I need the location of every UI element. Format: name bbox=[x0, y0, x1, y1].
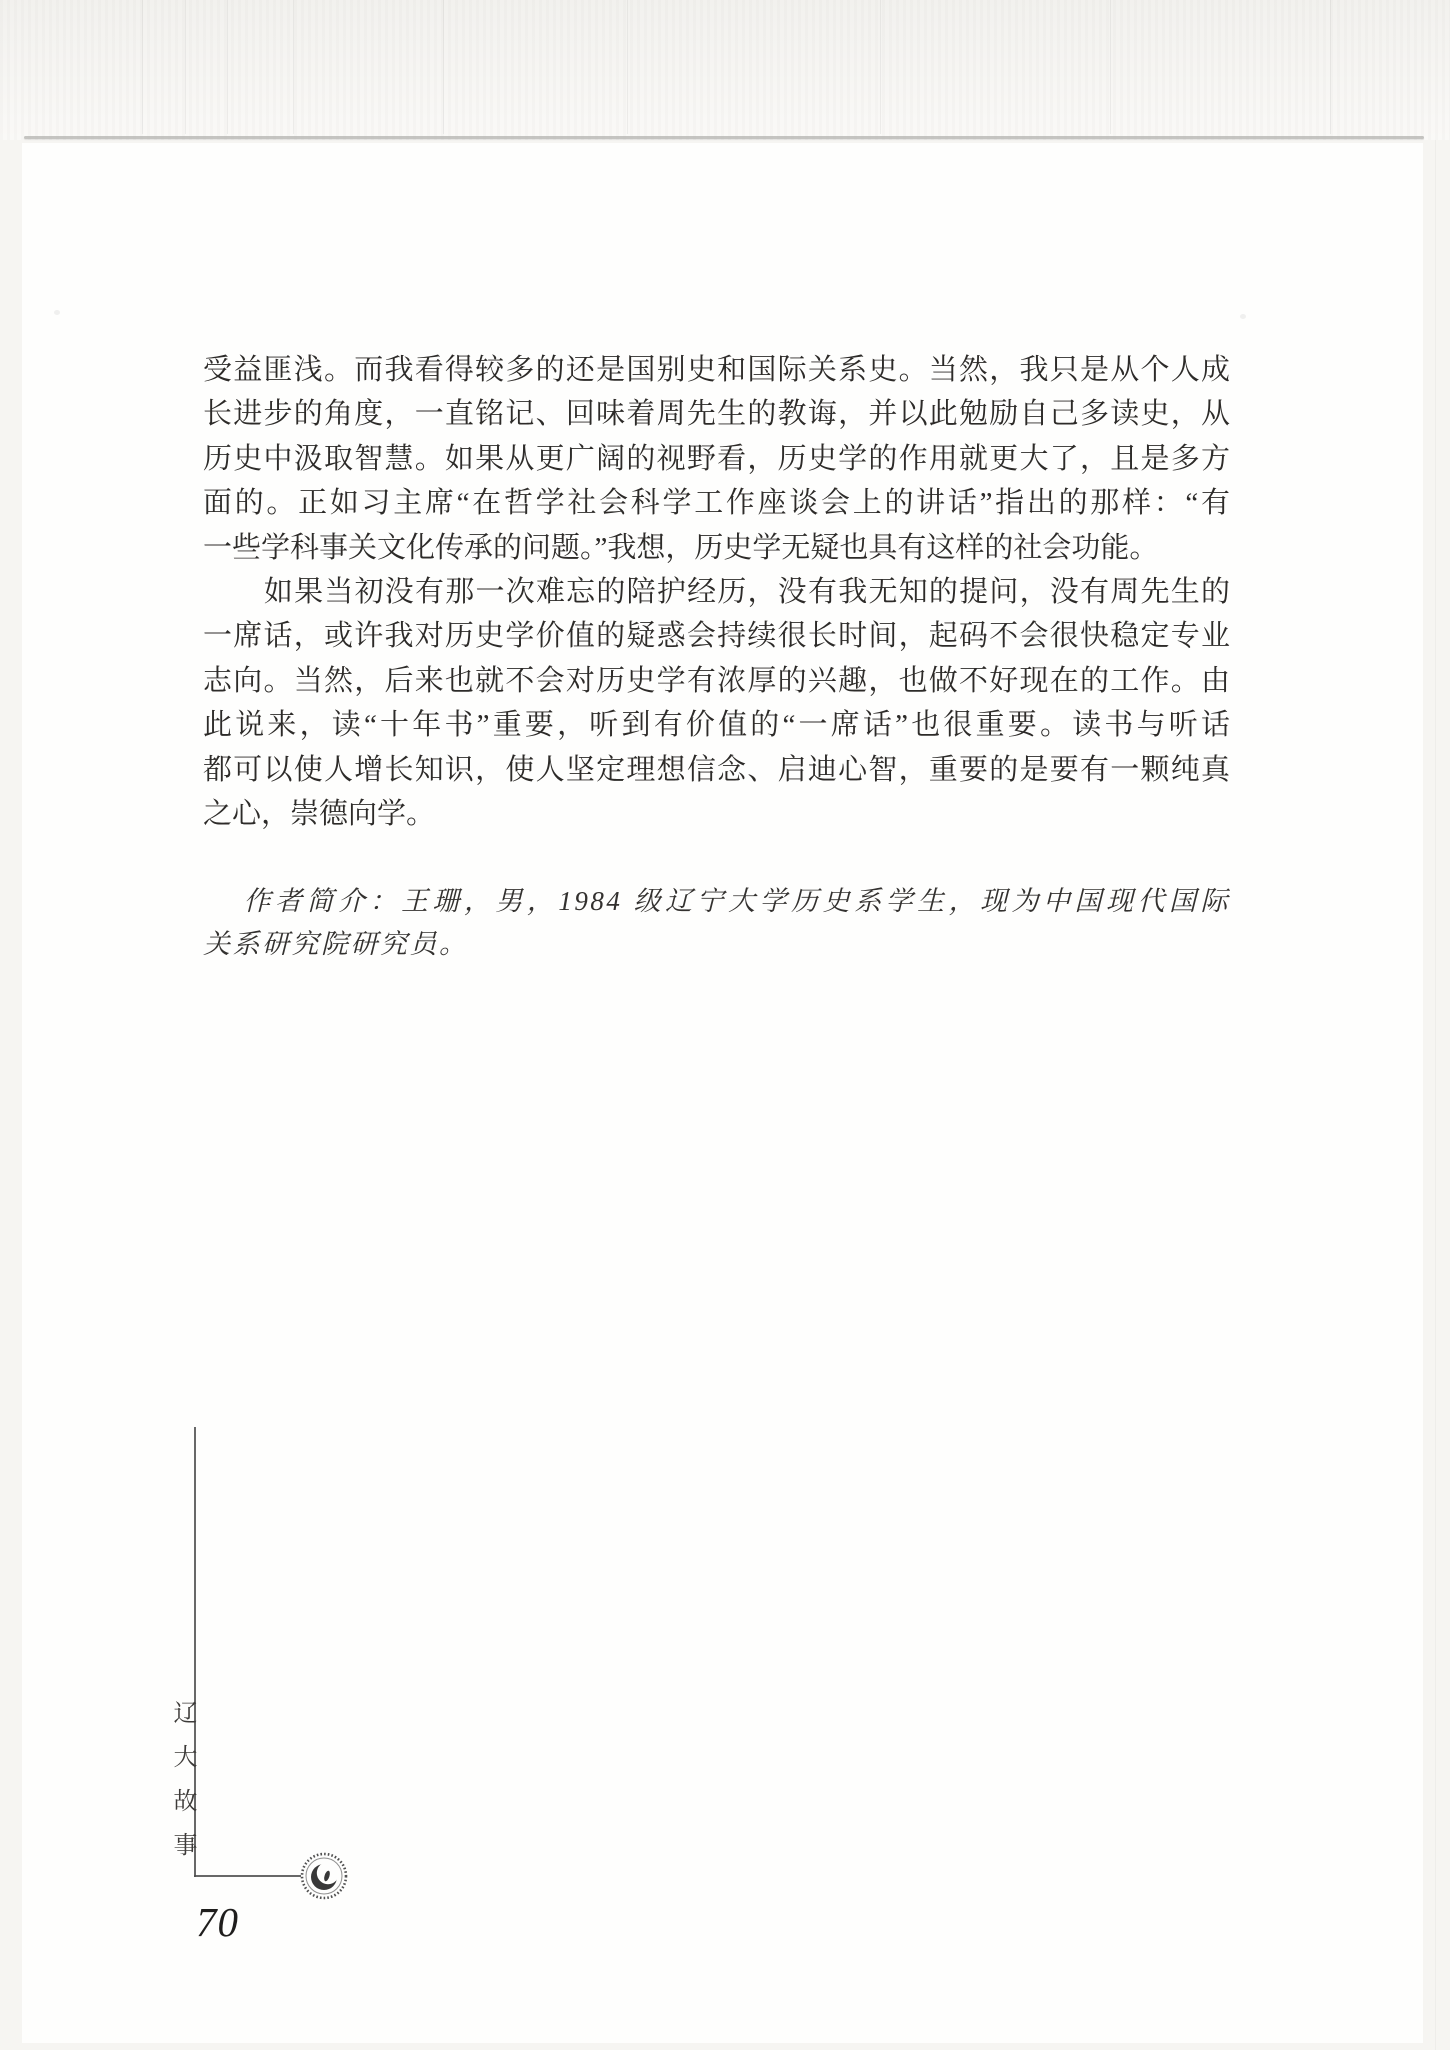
text-line: 都可以使人增长知识，使人坚定理想信念、启迪心智，重要的是要有一颗纯真 bbox=[203, 753, 1230, 786]
text-line: 关系研究院研究员。 bbox=[203, 929, 469, 959]
series-label-vertical: 辽大故事 bbox=[169, 1700, 195, 1876]
page-number: 70 bbox=[196, 1899, 239, 1945]
body-text bbox=[203, 348, 1230, 836]
text-line: 志向。当然，后来也就不会对历史学有浓厚的兴趣，也做不好现在的工作。由 bbox=[203, 664, 1230, 697]
scan-noise-band bbox=[0, 0, 1450, 140]
text-line: 如果当初没有那一次难忘的陪护经历，没有我无知的提问，没有周先生的 bbox=[263, 576, 1230, 609]
text-line: 面的。正如习主席“在哲学社会科学工作座谈会上的讲话”指出的那样：“有 bbox=[203, 487, 1230, 520]
text-line: 一席话，或许我对历史学价值的疑惑会持续很长时间，起码不会很快稳定专业 bbox=[203, 620, 1230, 653]
text-line: 长进步的角度，一直铭记、回味着周先生的教诲，并以此勉励自己多读史，从 bbox=[203, 398, 1230, 431]
crescent-seal-icon bbox=[299, 1851, 349, 1901]
scan-streak bbox=[185, 0, 186, 134]
scan-streak bbox=[1110, 0, 1111, 134]
scan-right-edge-shade bbox=[1435, 140, 1436, 2050]
scan-streak bbox=[227, 0, 228, 134]
scan-speck bbox=[1240, 314, 1246, 319]
text-line: 历史中汲取智慧。如果从更广阔的视野看，历史学的作用就更大了，且是多方 bbox=[203, 442, 1230, 475]
sidebar-horizontal-rule bbox=[194, 1875, 301, 1877]
scan-streak bbox=[880, 0, 881, 134]
paragraph-2 bbox=[203, 570, 1230, 836]
text-line: 之心，崇德向学。 bbox=[203, 798, 436, 831]
scan-streak bbox=[627, 0, 628, 134]
scan-streak bbox=[142, 0, 143, 134]
text-line: 作者简介：王珊，男，1984 级辽宁大学历史系学生，现为中国现代国际 bbox=[243, 886, 1230, 916]
paragraph-1 bbox=[203, 348, 1230, 570]
author-bio bbox=[203, 880, 1230, 966]
page-top-edge-line bbox=[24, 136, 1424, 139]
text-line: 受益匪浅。而我看得较多的还是国别史和国际关系史。当然，我只是从个人成 bbox=[203, 354, 1230, 386]
scan-streak bbox=[443, 0, 444, 134]
scan-speck bbox=[54, 310, 60, 315]
text-line: 一些学科事关文化传承的问题。”我想，历史学无疑也具有这样的社会功能。 bbox=[203, 531, 1159, 564]
scan-streak bbox=[293, 0, 294, 134]
text-line: 此说来，读“十年书”重要，听到有价值的“一席话”也很重要。读书与听话 bbox=[203, 709, 1230, 742]
scan-streak bbox=[1330, 0, 1331, 134]
